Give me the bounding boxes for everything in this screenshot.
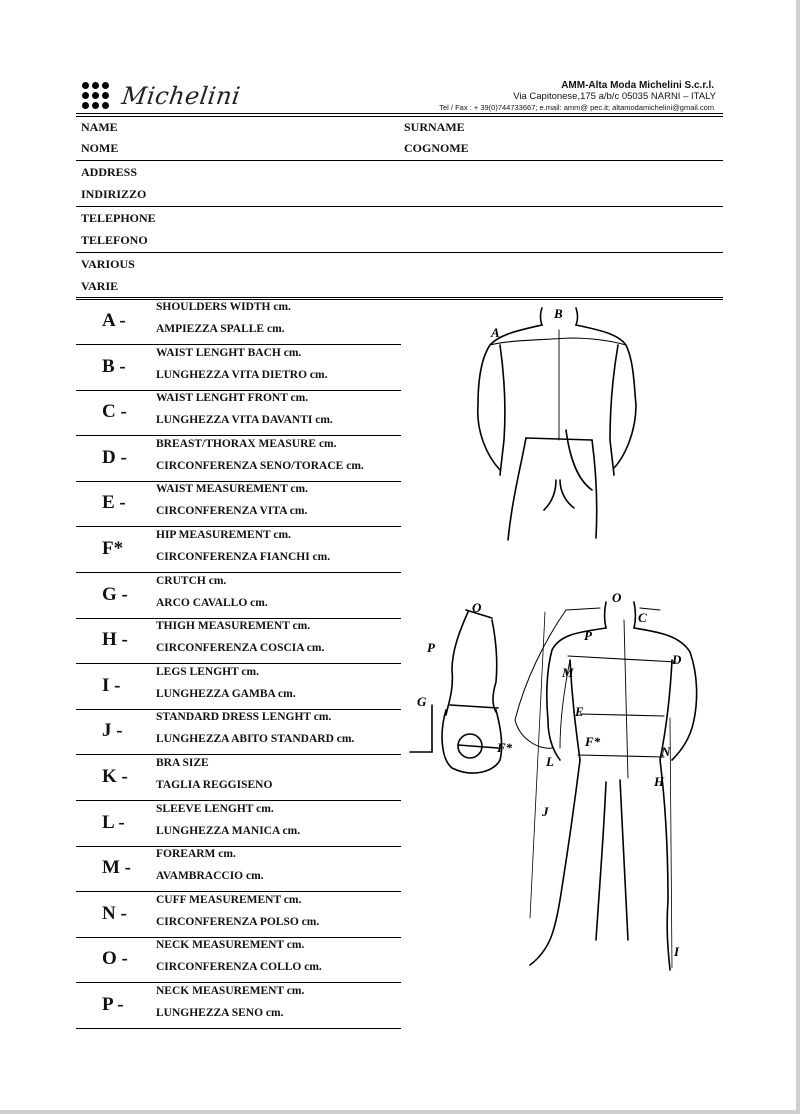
measurement-letter: M - [102,857,132,879]
company-logo: Michelini [120,82,243,110]
figure-label-p-front: P [584,628,592,643]
figure-label-d: D [672,652,682,667]
back-view-figure [478,308,636,540]
figure-label-i: I [674,944,680,959]
indirizzo-label: INDIRIZZO [81,187,147,201]
measurement-label-en: WAIST LENGHT BACH cm. [156,346,302,359]
figure-label-f-side: F* [497,740,513,755]
figure-label-g: G [417,694,427,709]
measurement-label-en: THIGH MEASUREMENT cm. [156,620,311,633]
measurement-label-en: NECK MEASUREMENT cm. [156,985,305,997]
figure-label-f-front: F* [585,734,601,749]
measurement-letter: K - [102,766,128,787]
figure-label-e: E [575,704,584,719]
measurement-letter: B - [102,355,126,377]
figure-label-n: N [661,744,671,759]
nome-label: NOME [81,141,119,155]
telephone-label: TELEPHONE [81,211,156,225]
address-label: ADDRESS [81,165,138,179]
measurement-label-it: CIRCONFERENZA FIANCHI cm. [156,551,331,563]
measurement-letter: F* [102,538,124,559]
measurement-label-en: SLEEVE LENGHT cm. [156,802,274,815]
figure-label-p-side: P [427,640,435,655]
figure-label-b: B [554,306,563,321]
measurement-letter: J - [102,720,123,742]
various-label: VARIOUS [81,257,135,271]
side-view-figure [410,610,502,773]
surname-label: SURNAME [404,120,465,134]
measurement-label-en: WAIST MEASUREMENT cm. [156,483,308,496]
measurement-label-it: LUNGHEZZA GAMBA cm. [156,687,296,700]
figure-label-m: M [562,665,574,680]
measurement-letter: A - [102,310,126,331]
measurement-label-en: LEGS LENGHT cm. [156,665,259,678]
figure-label-a: A [491,325,500,340]
measurement-label-it: AVAMBRACCIO cm. [156,870,264,883]
measurement-letter: N - [102,902,127,924]
measurement-label-it: CIRCONFERENZA SENO/TORACE cm. [156,459,364,472]
measurement-label-en: FOREARM cm. [156,848,236,861]
measurement-label-it: CIRCONFERENZA POLSO cm. [156,915,320,928]
measurement-letter: L - [102,811,125,833]
measurement-label-en: STANDARD DRESS LENGHT cm. [156,711,332,724]
measurement-label-en: CUFF MEASUREMENT cm. [156,893,302,906]
company-contacts: Tel / Fax : + 39(0)744733667; e.mail: amm@ pec.it; altamodamichelini@gmail.com [439,103,714,112]
measurement-label-it: CIRCONFERENZA VITA cm. [156,505,308,518]
measurement-label-it: TAGLIA REGGISENO [156,779,273,791]
measurement-label-it: LUNGHEZZA VITA DAVANTI cm. [156,414,333,427]
measurement-label-en: WAIST LENGHT FRONT cm. [156,392,309,405]
company-address: Via Capitonese,175 a/b/c 05035 NARNI – ITALY [513,91,716,102]
figure-label-o-side: O [472,600,482,615]
measurement-label-it: ARCO CAVALLO cm. [156,596,268,609]
measurement-letter: O - [102,948,128,970]
measurement-label-en: NECK MEASUREMENT cm. [156,939,305,952]
measurement-letter: G - [102,583,128,605]
measurement-letter: E - [102,492,126,514]
measurement-label-en: SHOULDERS WIDTH cm. [156,301,291,313]
measurement-label-it: LUNGHEZZA ABITO STANDARD cm. [156,733,355,746]
measurement-letter: I - [102,674,121,696]
figure-label-l: L [546,754,554,769]
cognome-label: COGNOME [404,141,469,155]
varie-label: VARIE [81,279,119,293]
figure-label-c: C [638,610,647,625]
measurement-label-en: BRA SIZE [156,757,209,769]
measurement-label-en: BREAST/THORAX MEASURE cm. [156,437,337,450]
measurement-letter: H - [102,629,128,651]
measurement-label-en: CRUTCH cm. [156,574,227,587]
figure-label-h: H [654,774,665,789]
measurement-letter: C - [102,401,127,423]
measurement-label-it: CIRCONFERENZA COLLO cm. [156,961,322,974]
measurement-letter: D - [102,446,127,468]
figure-label-j: J [542,804,549,819]
front-view-figure [515,602,697,970]
measurement-label-it: LUNGHEZZA SENO cm. [156,1007,284,1019]
figure-label-o-front: O [612,590,622,605]
measurement-label-it: AMPIEZZA SPALLE cm. [156,323,285,335]
telefono-label: TELEFONO [81,233,148,247]
name-label: NAME [81,120,118,134]
measurement-label-en: HIP MEASUREMENT cm. [156,529,291,541]
company-name: AMM-Alta Moda Michelini S.c.r.l. [561,80,714,91]
measurement-label-it: LUNGHEZZA MANICA cm. [156,824,301,837]
measurement-label-it: CIRCONFERENZA COSCIA cm. [156,642,325,655]
measurement-letter: P - [102,994,124,1015]
measurement-label-it: LUNGHEZZA VITA DIETRO cm. [156,368,328,381]
